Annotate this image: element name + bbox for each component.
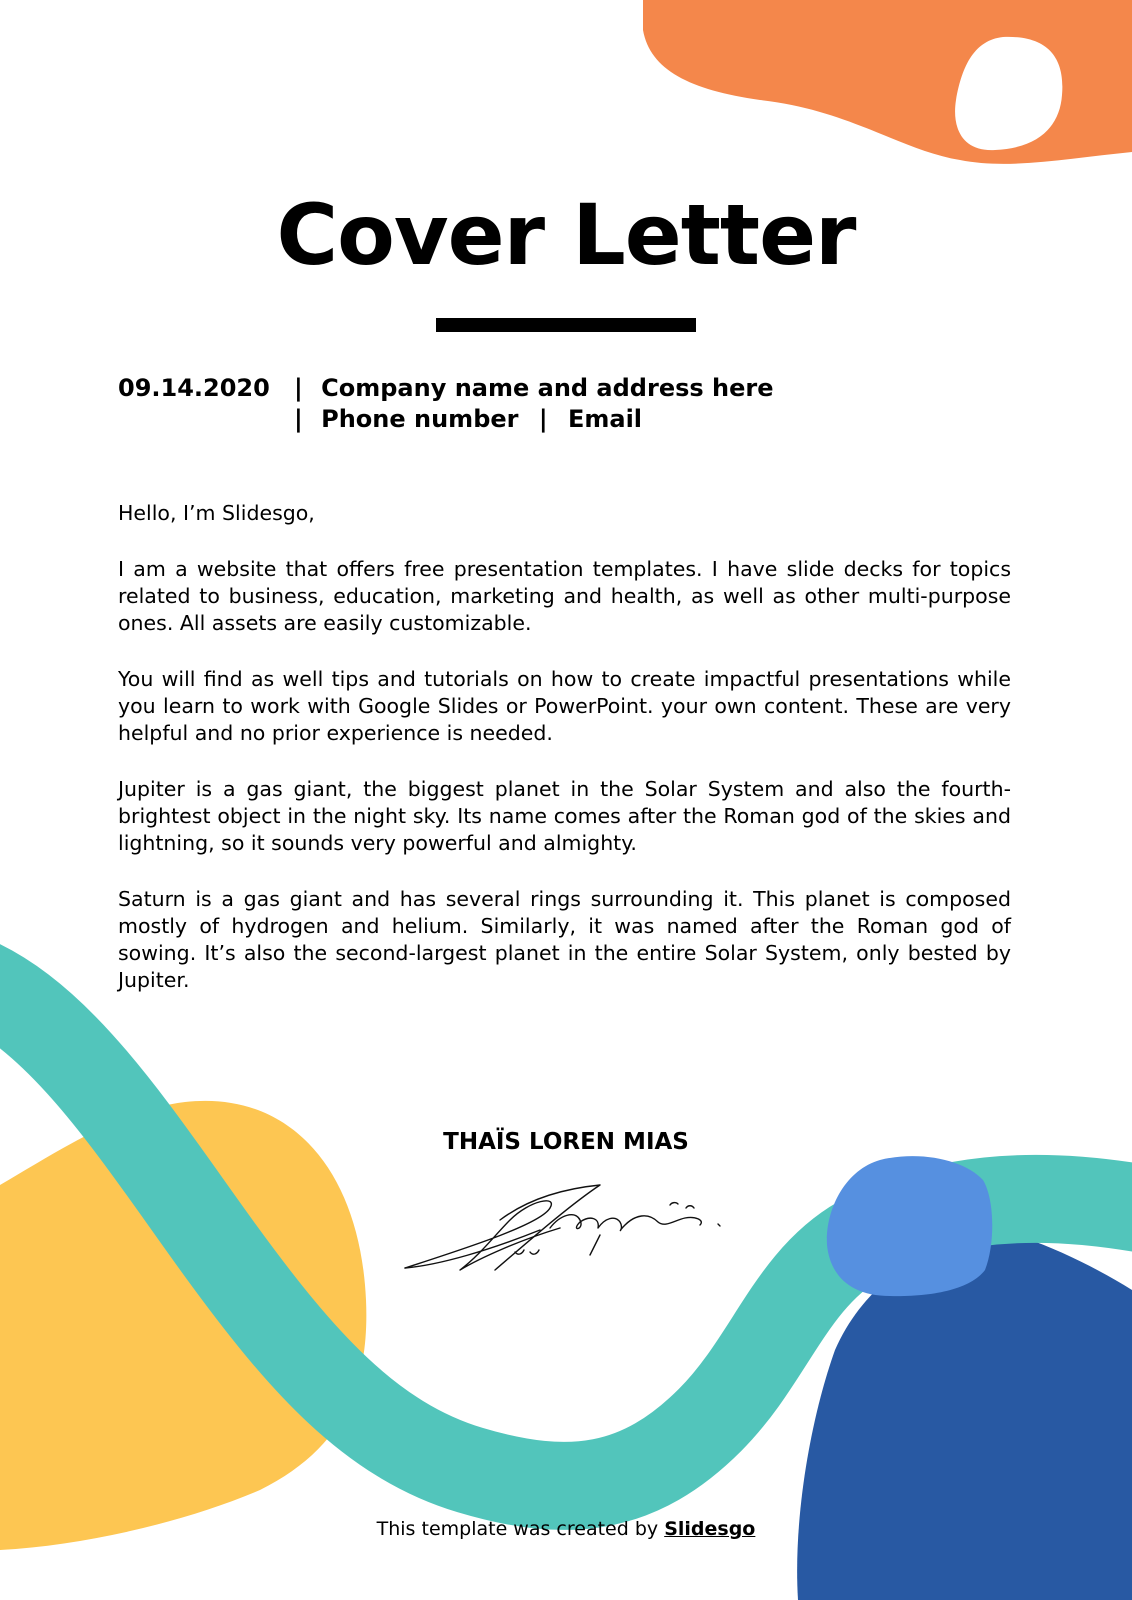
email: Email xyxy=(567,405,643,433)
page-title: Cover Letter xyxy=(276,186,856,284)
title-underline-divider xyxy=(436,318,696,332)
body-paragraph: Saturn is a gas giant and has several rings surrounding it. This planet is composed mostly of hydrogen and helium. Similarly, it was named after the Roman god of sowing. It’s also the second-largest planet in the entire Solar System, only bested by Jupiter. xyxy=(118,887,1011,992)
letter-date: 09.14.2020 xyxy=(118,374,270,402)
body-paragraph: You will find as well tips and tutorials on how to create impactful presentations while you learn to work with Google Slides or PowerPoint. your own content. These are very helpful and no prior experience is needed. xyxy=(118,667,1011,745)
company-name-address: Company name and address here xyxy=(321,374,774,402)
signer-name: THAÏS LOREN MIAS xyxy=(443,1129,689,1155)
greeting: Hello, I’m Slidesgo, xyxy=(118,501,315,525)
footer-credit xyxy=(0,1516,1132,1542)
handwritten-signature xyxy=(400,1180,740,1290)
separator: | xyxy=(538,405,548,433)
body-paragraph: Jupiter is a gas giant, the biggest planet in the Solar System and also the fourth-brightest object in the night sky. Its name comes after the Roman god of the skies and lightning, so it sounds very powerful and almighty. xyxy=(118,777,1011,855)
header-line-company xyxy=(294,372,774,404)
separator: | xyxy=(294,405,303,433)
slidesgo-link[interactable]: Slidesgo xyxy=(664,1518,756,1540)
header-line-contact xyxy=(294,403,642,435)
body-paragraph: I am a website that offers free presentation templates. I have slide decks for topics related to business, education, marketing and health, as well as other multi-purpose ones. All assets are easily customizable. xyxy=(118,557,1011,635)
credit-text: This template was created by xyxy=(376,1518,659,1540)
separator: | xyxy=(294,374,303,402)
letter-body xyxy=(118,500,1011,1023)
phone-number: Phone number xyxy=(321,405,519,433)
